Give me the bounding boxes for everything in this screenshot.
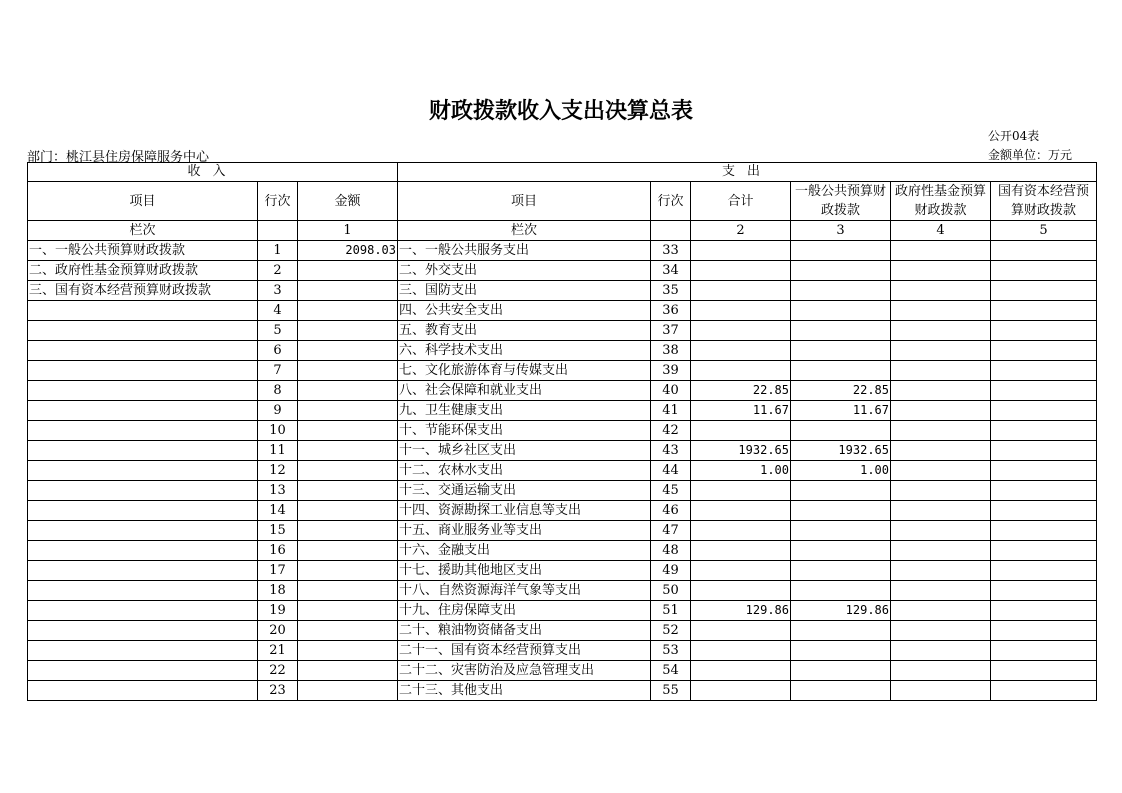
income-item-cell [28, 461, 258, 481]
income-item-cell: 二、政府性基金预算财政拨款 [28, 261, 258, 281]
expense-item-cell: 二十、粮油物资储备支出 [398, 621, 651, 641]
income-amount-header: 金额 [298, 182, 398, 221]
column-index-2: 2 [691, 221, 791, 241]
gov-fund-cell [891, 661, 991, 681]
income-amount-cell [298, 381, 398, 401]
income-row-no-cell: 2 [258, 261, 298, 281]
column-header-row [28, 182, 1097, 221]
total-cell [691, 581, 791, 601]
expense-row-no-cell: 54 [651, 661, 691, 681]
state-capital-cell [991, 381, 1097, 401]
general-budget-cell [791, 481, 891, 501]
column-index-label: 栏次 [28, 221, 258, 241]
income-item-cell [28, 321, 258, 341]
expense-item-cell: 十三、交通运输支出 [398, 481, 651, 501]
table-row [28, 381, 1097, 401]
total-cell [691, 521, 791, 541]
income-row-no-cell: 8 [258, 381, 298, 401]
income-row-no-cell: 19 [258, 601, 298, 621]
income-amount-cell [298, 341, 398, 361]
gov-fund-cell [891, 281, 991, 301]
state-capital-cell [991, 461, 1097, 481]
income-item-cell [28, 581, 258, 601]
table-row [28, 581, 1097, 601]
income-item-cell [28, 421, 258, 441]
income-item-cell [28, 561, 258, 581]
income-item-cell [28, 341, 258, 361]
income-amount-cell [298, 321, 398, 341]
gov-fund-cell [891, 681, 991, 701]
expense-item-cell: 十二、农林水支出 [398, 461, 651, 481]
state-capital-cell [991, 261, 1097, 281]
state-capital-cell [991, 641, 1097, 661]
column-index-1: 1 [298, 221, 398, 241]
general-budget-header: 一般公共预算财政拨款 [791, 182, 891, 221]
general-budget-cell: 11.67 [791, 401, 891, 421]
expense-item-cell: 十七、援助其他地区支出 [398, 561, 651, 581]
general-budget-cell [791, 341, 891, 361]
state-capital-cell [991, 501, 1097, 521]
total-cell [691, 301, 791, 321]
state-capital-cell [991, 441, 1097, 461]
expense-row-no-cell: 35 [651, 281, 691, 301]
income-row-no-cell: 5 [258, 321, 298, 341]
state-capital-cell [991, 601, 1097, 621]
income-amount-cell [298, 641, 398, 661]
income-row-no-cell: 12 [258, 461, 298, 481]
income-amount-cell [298, 361, 398, 381]
income-amount-cell [298, 621, 398, 641]
state-capital-cell [991, 241, 1097, 261]
table-row [28, 561, 1097, 581]
expense-row-no-cell: 49 [651, 561, 691, 581]
income-amount-cell [298, 481, 398, 501]
income-row-no-cell: 16 [258, 541, 298, 561]
table-row [28, 281, 1097, 301]
total-cell: 22.85 [691, 381, 791, 401]
table-row [28, 421, 1097, 441]
income-amount-cell [298, 581, 398, 601]
expense-item-cell: 三、国防支出 [398, 281, 651, 301]
table-row [28, 461, 1097, 481]
expense-row-no-header: 行次 [651, 182, 691, 221]
income-amount-cell [298, 281, 398, 301]
form-number: 公开04表 [988, 129, 1040, 143]
table-row [28, 521, 1097, 541]
expense-row-no-cell: 50 [651, 581, 691, 601]
expense-row-no-cell: 37 [651, 321, 691, 341]
state-capital-header: 国有资本经营预算财政拨款 [991, 182, 1097, 221]
income-amount-cell [298, 681, 398, 701]
gov-fund-cell [891, 321, 991, 341]
general-budget-cell [791, 261, 891, 281]
table-row [28, 401, 1097, 421]
expense-item-cell: 十九、住房保障支出 [398, 601, 651, 621]
gov-fund-cell [891, 501, 991, 521]
income-row-no-cell: 18 [258, 581, 298, 601]
gov-fund-cell [891, 641, 991, 661]
general-budget-cell [791, 621, 891, 641]
expense-row-no-cell: 55 [651, 681, 691, 701]
gov-fund-cell [891, 241, 991, 261]
income-row-no-cell: 11 [258, 441, 298, 461]
general-budget-cell [791, 561, 891, 581]
expense-row-no-cell: 47 [651, 521, 691, 541]
expense-item-cell: 八、社会保障和就业支出 [398, 381, 651, 401]
income-row-no-cell: 3 [258, 281, 298, 301]
income-item-cell [28, 301, 258, 321]
gov-fund-cell [891, 481, 991, 501]
table-row [28, 541, 1097, 561]
income-item-cell: 三、国有资本经营预算财政拨款 [28, 281, 258, 301]
general-budget-cell [791, 501, 891, 521]
gov-fund-cell [891, 261, 991, 281]
expense-row-no-cell: 43 [651, 441, 691, 461]
income-amount-cell [298, 441, 398, 461]
total-cell [691, 281, 791, 301]
gov-fund-cell [891, 421, 991, 441]
expense-item-cell: 二十三、其他支出 [398, 681, 651, 701]
state-capital-cell [991, 341, 1097, 361]
total-cell [691, 481, 791, 501]
unit-label: 金额单位：万元 [988, 148, 1073, 162]
income-row-no-header: 行次 [258, 182, 298, 221]
expense-row-no-cell: 48 [651, 541, 691, 561]
total-cell [691, 341, 791, 361]
income-item-cell [28, 681, 258, 701]
expense-row-no-cell: 36 [651, 301, 691, 321]
general-budget-cell: 1932.65 [791, 441, 891, 461]
income-row-no-cell: 6 [258, 341, 298, 361]
state-capital-cell [991, 681, 1097, 701]
table-row [28, 241, 1097, 261]
expense-row-no-cell: 52 [651, 621, 691, 641]
expense-row-no-cell: 46 [651, 501, 691, 521]
total-cell [691, 661, 791, 681]
income-item-cell [28, 661, 258, 681]
gov-fund-cell [891, 341, 991, 361]
income-row-no-cell: 23 [258, 681, 298, 701]
total-cell [691, 681, 791, 701]
state-capital-cell [991, 481, 1097, 501]
general-budget-cell [791, 681, 891, 701]
total-cell: 1932.65 [691, 441, 791, 461]
income-row-no-cell: 22 [258, 661, 298, 681]
state-capital-cell [991, 521, 1097, 541]
gov-fund-cell [891, 461, 991, 481]
income-item-cell [28, 521, 258, 541]
gov-fund-cell [891, 581, 991, 601]
total-cell [691, 361, 791, 381]
gov-fund-cell [891, 301, 991, 321]
income-item-cell [28, 481, 258, 501]
income-item-cell [28, 641, 258, 661]
income-item-cell [28, 601, 258, 621]
table-row [28, 321, 1097, 341]
expense-row-no-cell: 39 [651, 361, 691, 381]
column-index-row [28, 221, 1097, 241]
column-index-3: 3 [791, 221, 891, 241]
gov-fund-cell [891, 621, 991, 641]
table-row [28, 501, 1097, 521]
gov-fund-cell [891, 381, 991, 401]
income-amount-cell [298, 561, 398, 581]
state-capital-cell [991, 321, 1097, 341]
expense-item-cell: 十五、商业服务业等支出 [398, 521, 651, 541]
general-budget-cell [791, 281, 891, 301]
section-header-row [28, 163, 1097, 182]
state-capital-cell [991, 621, 1097, 641]
expense-row-no-cell: 33 [651, 241, 691, 261]
table-row [28, 661, 1097, 681]
income-item-header: 项目 [28, 182, 258, 221]
total-cell [691, 641, 791, 661]
gov-fund-cell [891, 441, 991, 461]
income-row-no-cell: 21 [258, 641, 298, 661]
income-row-no-cell: 13 [258, 481, 298, 501]
income-row-no-cell: 14 [258, 501, 298, 521]
state-capital-cell [991, 281, 1097, 301]
income-item-cell [28, 441, 258, 461]
expense-row-no-cell: 44 [651, 461, 691, 481]
income-row-no-cell: 4 [258, 301, 298, 321]
expense-item-cell: 十、节能环保支出 [398, 421, 651, 441]
income-item-cell [28, 361, 258, 381]
general-budget-cell: 129.86 [791, 601, 891, 621]
table-row [28, 261, 1097, 281]
income-row-no-cell: 10 [258, 421, 298, 441]
gov-fund-cell [891, 601, 991, 621]
state-capital-cell [991, 301, 1097, 321]
income-item-cell [28, 401, 258, 421]
general-budget-cell [791, 241, 891, 261]
table-row [28, 301, 1097, 321]
total-cell [691, 621, 791, 641]
income-row-no-cell: 1 [258, 241, 298, 261]
total-cell [691, 501, 791, 521]
gov-fund-cell [891, 401, 991, 421]
expense-row-no-cell: 53 [651, 641, 691, 661]
general-budget-cell [791, 301, 891, 321]
income-amount-cell [298, 301, 398, 321]
expense-row-no-cell: 42 [651, 421, 691, 441]
total-cell [691, 241, 791, 261]
income-amount-cell [298, 661, 398, 681]
income-amount-cell [298, 261, 398, 281]
expense-row-no-cell: 45 [651, 481, 691, 501]
income-amount-cell [298, 421, 398, 441]
income-item-cell [28, 541, 258, 561]
state-capital-cell [991, 581, 1097, 601]
general-budget-cell [791, 321, 891, 341]
expense-item-cell: 五、教育支出 [398, 321, 651, 341]
expense-row-no-cell: 40 [651, 381, 691, 401]
expense-row-no-cell: 38 [651, 341, 691, 361]
income-amount-cell [298, 401, 398, 421]
expense-item-cell: 十四、资源勘探工业信息等支出 [398, 501, 651, 521]
gov-fund-header: 政府性基金预算财政拨款 [891, 182, 991, 221]
gov-fund-cell [891, 541, 991, 561]
table-row [28, 601, 1097, 621]
income-row-no-cell: 15 [258, 521, 298, 541]
income-item-cell: 一、一般公共预算财政拨款 [28, 241, 258, 261]
table-row [28, 361, 1097, 381]
expense-item-cell: 七、文化旅游体育与传媒支出 [398, 361, 651, 381]
gov-fund-cell [891, 361, 991, 381]
income-row-no-cell: 7 [258, 361, 298, 381]
income-row-no-cell: 9 [258, 401, 298, 421]
expense-item-cell: 九、卫生健康支出 [398, 401, 651, 421]
total-cell [691, 541, 791, 561]
expense-section-header: 支出 [398, 163, 1097, 182]
general-budget-cell [791, 661, 891, 681]
expense-row-no-cell: 34 [651, 261, 691, 281]
income-item-cell [28, 501, 258, 521]
expense-item-header: 项目 [398, 182, 651, 221]
expense-item-cell: 六、科学技术支出 [398, 341, 651, 361]
state-capital-cell [991, 661, 1097, 681]
general-budget-cell: 1.00 [791, 461, 891, 481]
expense-item-cell: 十八、自然资源海洋气象等支出 [398, 581, 651, 601]
general-budget-cell [791, 421, 891, 441]
income-section-header: 收入 [28, 163, 398, 182]
total-cell: 11.67 [691, 401, 791, 421]
department-label: 部门：桃江县住房保障服务中心 [27, 150, 210, 165]
expense-item-cell: 四、公共安全支出 [398, 301, 651, 321]
state-capital-cell [991, 361, 1097, 381]
expense-row-no-cell: 51 [651, 601, 691, 621]
income-amount-cell [298, 601, 398, 621]
income-row-no-cell: 20 [258, 621, 298, 641]
expense-item-cell: 十六、金融支出 [398, 541, 651, 561]
total-cell: 129.86 [691, 601, 791, 621]
expense-item-cell: 二十一、国有资本经营预算支出 [398, 641, 651, 661]
general-budget-cell [791, 581, 891, 601]
total-cell [691, 421, 791, 441]
gov-fund-cell [891, 521, 991, 541]
general-budget-cell [791, 541, 891, 561]
state-capital-cell [991, 541, 1097, 561]
table-row [28, 341, 1097, 361]
column-index-4: 4 [891, 221, 991, 241]
income-item-cell [28, 381, 258, 401]
column-index-5: 5 [991, 221, 1097, 241]
income-amount-cell [298, 521, 398, 541]
table-row [28, 621, 1097, 641]
income-row-no-cell: 17 [258, 561, 298, 581]
total-header: 合计 [691, 182, 791, 221]
state-capital-cell [991, 421, 1097, 441]
state-capital-cell [991, 401, 1097, 421]
income-amount-cell: 2098.03 [298, 241, 398, 261]
general-budget-cell [791, 521, 891, 541]
table-row [28, 441, 1097, 461]
expense-item-cell: 一、一般公共服务支出 [398, 241, 651, 261]
total-cell [691, 321, 791, 341]
income-amount-cell [298, 541, 398, 561]
gov-fund-cell [891, 561, 991, 581]
general-budget-cell: 22.85 [791, 381, 891, 401]
expense-item-cell: 二、外交支出 [398, 261, 651, 281]
income-item-cell [28, 621, 258, 641]
total-cell: 1.00 [691, 461, 791, 481]
total-cell [691, 561, 791, 581]
income-amount-cell [298, 461, 398, 481]
column-index-label-2: 栏次 [398, 221, 651, 241]
state-capital-cell [991, 561, 1097, 581]
empty-cell [651, 221, 691, 241]
expense-item-cell: 十一、城乡社区支出 [398, 441, 651, 461]
general-budget-cell [791, 361, 891, 381]
total-cell [691, 261, 791, 281]
expense-item-cell: 二十二、灾害防治及应急管理支出 [398, 661, 651, 681]
expense-row-no-cell: 41 [651, 401, 691, 421]
income-amount-cell [298, 501, 398, 521]
empty-cell [258, 221, 298, 241]
table-row [28, 481, 1097, 501]
general-budget-cell [791, 641, 891, 661]
table-row [28, 681, 1097, 701]
page-title: 财政拨款收入支出决算总表 [428, 99, 693, 124]
budget-table [27, 162, 1097, 701]
table-row [28, 641, 1097, 661]
